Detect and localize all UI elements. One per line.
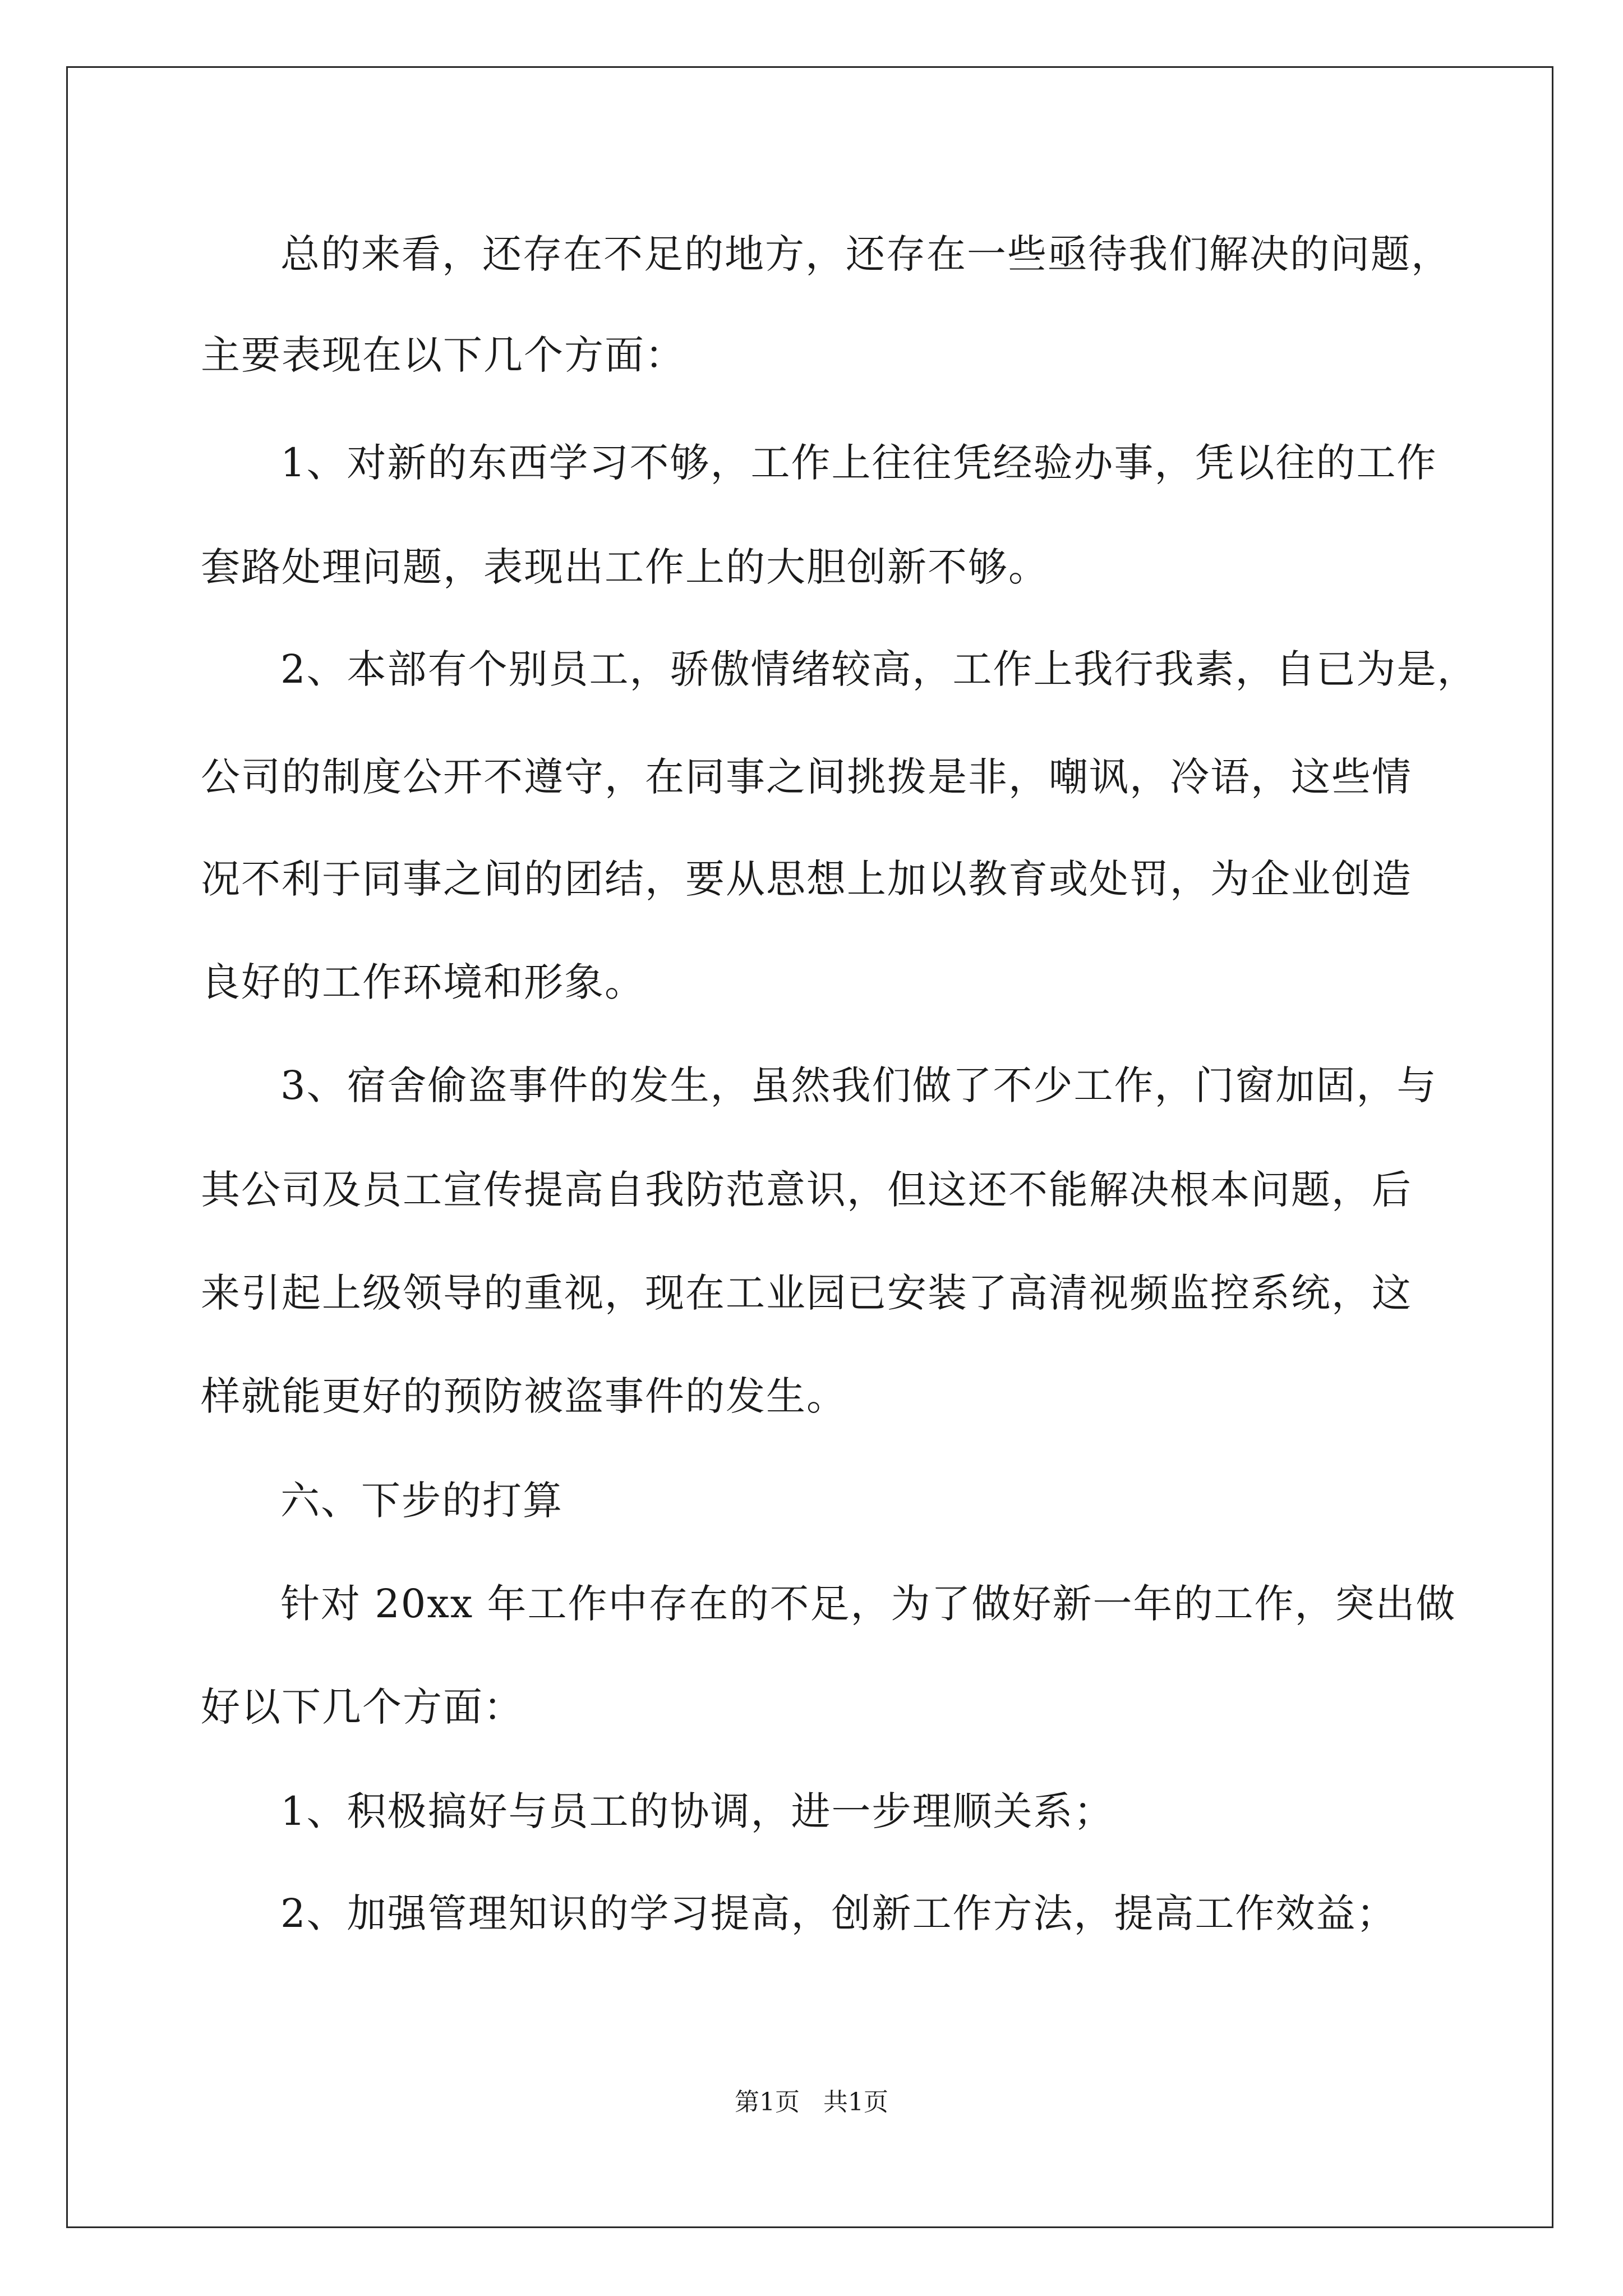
text-line: 2、本部有个别员工，骄傲情绪较高，工作上我行我素，自已为是， (280, 646, 1478, 692)
section-heading: 六、下步的打算 (280, 1478, 563, 1524)
text-line: 公司的制度公开不遵守，在同事之间挑拨是非，嘲讽，冷语，这些情 (201, 754, 1412, 800)
text-line: 来引起上级领导的重视，现在工业园已安装了高清视频监控系统，这 (201, 1270, 1412, 1316)
text-line: 况不利于同事之间的团结，要从思想上加以教育或处罚，为企业创造 (201, 856, 1412, 902)
text-line: 良好的工作环境和形象。 (201, 959, 645, 1005)
page-number-footer: 第1页 共1页 (735, 2088, 888, 2116)
text-line: 2、加强管理知识的学习提高，创新工作方法，提高工作效益； (280, 1890, 1397, 1936)
text-line: 总的来看，还存在不足的地方，还存在一些亟待我们解决的问题， (280, 231, 1451, 277)
text-line: 样就能更好的预防被盗事件的发生。 (201, 1373, 847, 1419)
text-line: 主要表现在以下几个方面： (201, 332, 685, 378)
text-line: 套路处理问题，表现出工作上的大胆创新不够。 (201, 544, 1049, 590)
text-line: 1、积极搞好与员工的协调，进一步理顺关系； (280, 1788, 1114, 1834)
text-line: 3、宿舍偷盗事件的发生，虽然我们做了不少工作，门窗加固，与 (280, 1062, 1437, 1108)
text-line: 1、对新的东西学习不够，工作上往往凭经验办事，凭以往的工作 (280, 440, 1437, 486)
text-line: 其公司及员工宣传提高自我防范意识，但这还不能解决根本问题，后 (201, 1167, 1412, 1213)
text-line: 好以下几个方面： (201, 1684, 524, 1730)
text-line: 针对 20xx 年工作中存在的不足，为了做好新一年的工作，突出做 (280, 1581, 1456, 1627)
